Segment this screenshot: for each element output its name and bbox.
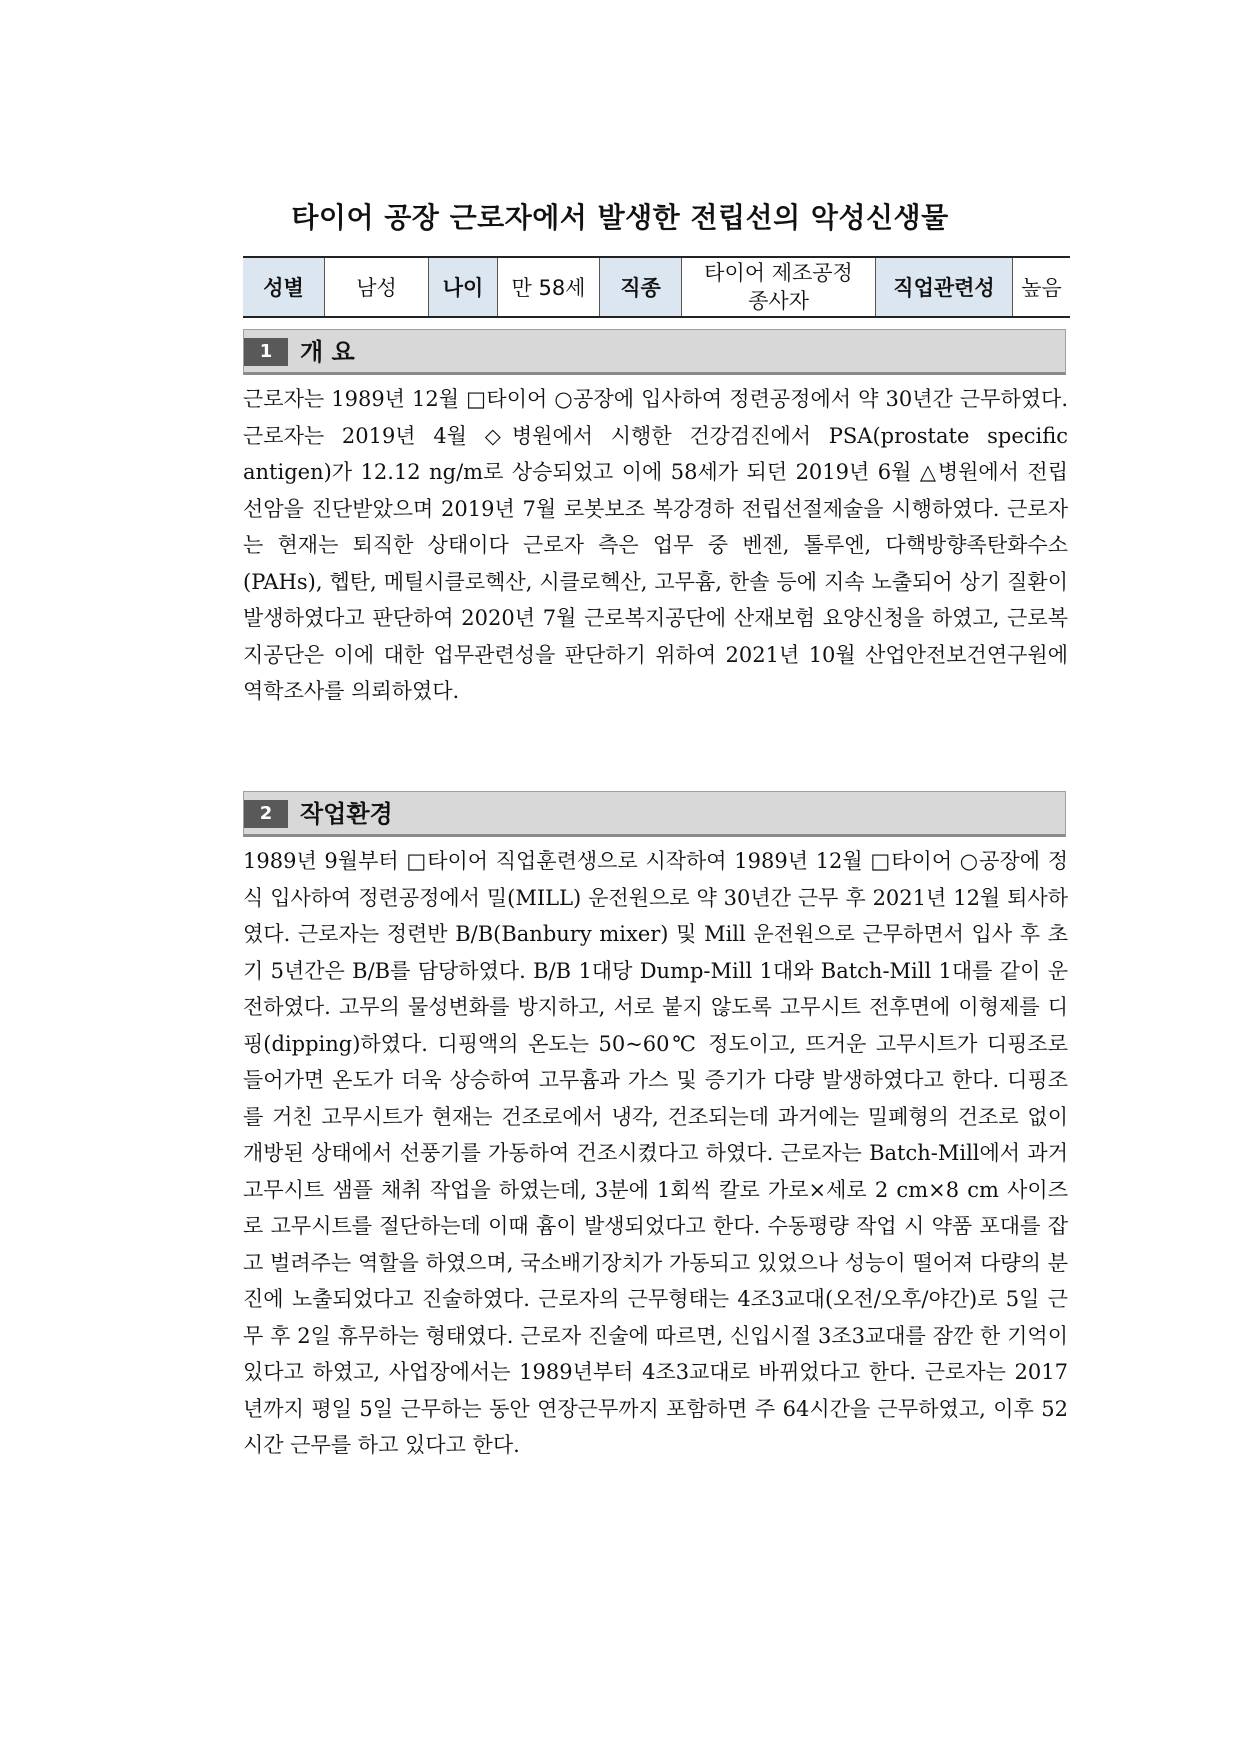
- job-label: 직종: [600, 257, 682, 317]
- section-header-overview: [243, 329, 1066, 375]
- relevance-value: 높음: [1013, 257, 1071, 317]
- sex-label: 성별: [243, 257, 325, 317]
- section-number: 1: [244, 338, 288, 366]
- case-info-table: [243, 256, 1070, 318]
- document-title: 타이어 공장 근로자에서 발생한 전립선의 악성신생물: [291, 201, 949, 234]
- sex-value: 남성: [325, 257, 429, 317]
- section-header-work-environment: [243, 791, 1066, 837]
- age-value: 만 58세: [498, 257, 600, 317]
- section-body-overview: 근로자는 1989년 12월 □타이어 ○공장에 입사하여 정련공정에서 약 30년간 근무하였다. 근로자는 2019년 4월 ◇병원에서 시행한 건강검진에서 PSA(prostate specific antigen)가 12.12 ng/m로 상승되었고 이에 58세가 되던 2019년 6월 △병원에서 전립선암을 진단받았으며 2019년 7월 로봇보조 복강경하 전립선절제술을 시행하였다. 근로자는 현재는 퇴직한 상태이다 근로자 측은 업무 중 벤젠, 톨루엔, 다핵방향족탄화수소(PAHs), 헵탄, 메틸시클로헥산, 시클로헥산, 고무흄, 한솔 등에 지속 노출되어 상기 질환이 발생하였다고 판단하여 2020년 7월 근로복지공단에 산재보험 요양신청을 하였고, 근로복지공단은 이에 대한 업무관련성을 판단하기 위하여 2021년 10월 산업안전보건연구원에 역학조사를 의뢰하였다.: [243, 387, 1068, 703]
- relevance-label: 직업관련성: [876, 257, 1013, 317]
- section-title: 개 요: [300, 338, 355, 366]
- job-value: [682, 257, 876, 317]
- age-label: 나이: [429, 257, 498, 317]
- job-value-line2: 종사자: [748, 289, 809, 313]
- section-body-work-environment: 1989년 9월부터 □타이어 직업훈련생으로 시작하여 1989년 12월 □타이어 ○공장에 정식 입사하여 정련공정에서 밀(MILL) 운전원으로 약 30년간 근무 후 2021년 12월 퇴사하였다. 근로자는 정련반 B/B(Banbury mixer) 및 Mill 운전원으로 근무하면서 입사 후 초기 5년간은 B/B를 담당하였다. B/B 1대당 Dump-Mill 1대와 Batch-Mill 1대를 같이 운전하였다. 고무의 물성변화를 방지하고, 서로 붙지 않도록 고무시트 전후면에 이형제를 디핑(dipping)하였다. 디핑액의 온도는 50~60℃ 정도이고, 뜨거운 고무시트가 디핑조로 들어가면 온도가 더욱 상승하여 고무흄과 가스 및 증기가 다량 발생하였다고 한다. 디핑조를 거친 고무시트가 현재는 건조로에서 냉각, 건조되는데 과거에는 밀폐형의 건조로 없이 개방된 상태에서 선풍기를 가동하여 건조시켰다고 하였다. 근로자는 Batch-Mill에서 과거 고무시트 샘플 채취 작업을 하였는데, 3분에 1회씩 칼로 가로×세로 2 cm×8 cm 사이즈로 고무시트를 절단하는데 이때 흄이 발생되었다고 한다. 수동평량 작업 시 약품 포대를 잡고 벌려주는 역할을 하였으며, 국소배기장치가 가동되고 있었으나 성능이 떨어져 다량의 분진에 노출되었다고 진술하였다. 근로자의 근무형태는 4조3교대(오전/오후/야간)로 5일 근무 후 2일 휴무하는 형태였다. 근로자 진술에 따르면, 신입시절 3조3교대를 잠깐 한 기억이 있다고 하였고, 사업장에서는 1989년부터 4조3교대로 바뀌었다고 한다. 근로자는 2017년까지 평일 5일 근무하는 동안 연장근무까지 포함하면 주 64시간을 근무하였고, 이후 52시간 근무를 하고 있다고 한다.: [243, 849, 1068, 1457]
- section-number: 2: [244, 800, 288, 828]
- section-title: 작업환경: [300, 800, 393, 828]
- job-value-line1: 타이어 제조공정: [704, 261, 853, 285]
